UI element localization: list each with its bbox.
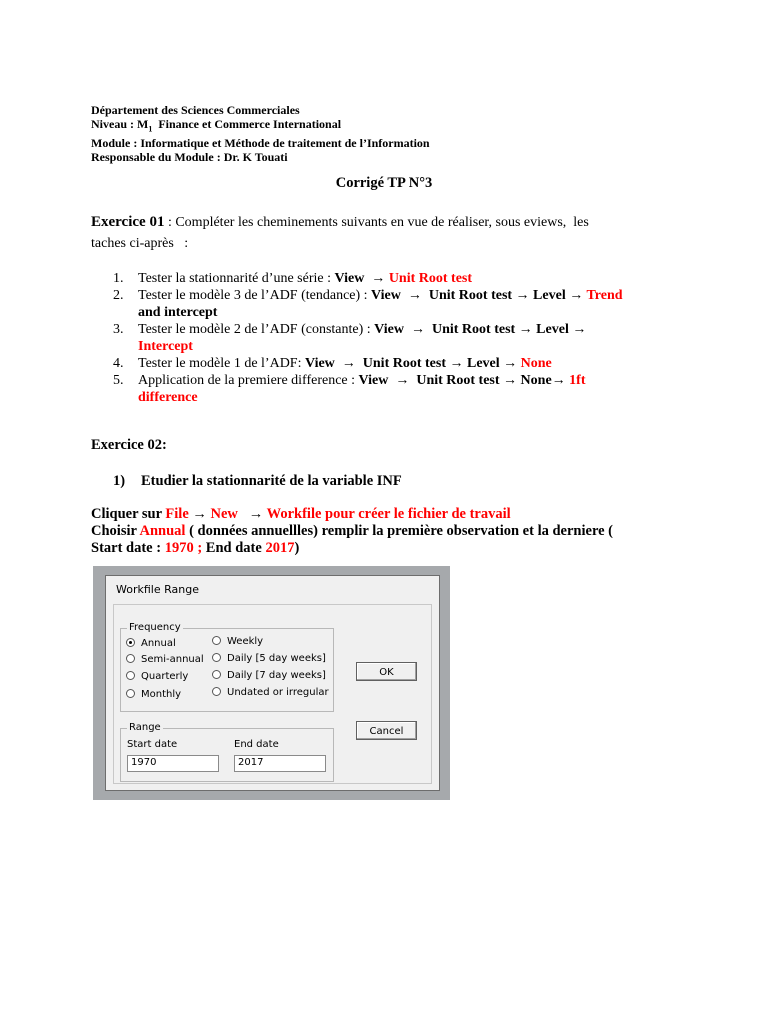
frequency-label: Frequency bbox=[129, 622, 181, 633]
dialog-client-area bbox=[113, 604, 432, 784]
step-path: View → Unit Root test → Level → bbox=[371, 288, 587, 303]
radio-selected-icon bbox=[126, 638, 135, 647]
radio-label: Semi-annual bbox=[141, 654, 204, 665]
start-date-label: Start date bbox=[127, 739, 178, 750]
step-text: Application de la premiere difference : bbox=[138, 373, 359, 388]
step-continuation: and intercept bbox=[138, 305, 218, 320]
exercise2-label: Exercice 02: bbox=[91, 437, 167, 453]
step-path: View → Unit Root test → None→ bbox=[358, 373, 570, 388]
responsible-line: Responsable du Module : Dr. K Touati bbox=[91, 150, 288, 165]
instr-end-date: 2017 bbox=[265, 540, 295, 556]
radio-daily-5[interactable] bbox=[212, 653, 326, 664]
document-header bbox=[91, 103, 430, 164]
instruction-line-1 bbox=[91, 506, 691, 523]
radio-label: Daily [7 day weeks] bbox=[227, 670, 326, 681]
range-label: Range bbox=[129, 722, 161, 733]
instr-text: Choisir bbox=[91, 523, 140, 539]
step-highlight: Intercept bbox=[138, 339, 193, 354]
radio-label: Weekly bbox=[227, 636, 264, 647]
workfile-range-dialog bbox=[105, 575, 440, 791]
radio-annual[interactable] bbox=[126, 638, 176, 649]
step-highlight: Unit Root test bbox=[388, 271, 473, 286]
step-highlight: 1ft bbox=[569, 373, 586, 388]
radio-icon bbox=[126, 689, 135, 698]
step-path: View → bbox=[334, 271, 389, 286]
page-title: Corrigé TP N°3 bbox=[335, 175, 433, 191]
ok-button[interactable]: OK bbox=[356, 662, 417, 681]
instr-text: ( données annuellles) remplir la première observation et la derniere ( bbox=[185, 523, 614, 539]
radio-monthly[interactable] bbox=[126, 689, 181, 700]
instr-text: ) bbox=[294, 540, 300, 556]
radio-icon bbox=[212, 670, 221, 679]
instructions bbox=[91, 506, 691, 557]
step-number: 5. bbox=[113, 373, 124, 388]
instruction-line-3 bbox=[91, 540, 691, 557]
level-line bbox=[91, 117, 430, 136]
question-number: 1) bbox=[113, 473, 126, 489]
step-highlight: None bbox=[520, 356, 552, 371]
exercise1-intro bbox=[91, 212, 651, 254]
radio-weekly[interactable] bbox=[212, 636, 263, 647]
exercise1-text-line2: taches ci-après : bbox=[91, 236, 189, 251]
radio-icon bbox=[212, 687, 221, 696]
radio-icon bbox=[212, 636, 221, 645]
radio-icon bbox=[212, 653, 221, 662]
radio-icon bbox=[126, 671, 135, 680]
level-suffix: Finance et Commerce International bbox=[152, 117, 342, 131]
instr-file: File bbox=[165, 506, 189, 522]
radio-label: Monthly bbox=[141, 689, 182, 700]
radio-label: Quarterly bbox=[141, 671, 189, 682]
question-1 bbox=[113, 473, 402, 490]
step-path: View → Unit Root test → Level → bbox=[304, 356, 521, 371]
instruction-line-2 bbox=[91, 523, 691, 540]
dialog-screenshot bbox=[93, 566, 450, 800]
list-item bbox=[91, 270, 691, 287]
steps-list bbox=[91, 270, 691, 406]
step-number: 3. bbox=[113, 322, 124, 337]
level-prefix: Niveau : M bbox=[91, 117, 149, 131]
instr-annual: Annual bbox=[139, 523, 186, 539]
arrow-icon: → bbox=[188, 506, 211, 522]
radio-label: Daily [5 day weeks] bbox=[227, 653, 326, 664]
exercise1-label: Exercice 01 bbox=[91, 214, 165, 230]
list-item bbox=[91, 321, 691, 355]
end-date-input[interactable]: 2017 bbox=[234, 755, 326, 772]
range-group bbox=[120, 722, 334, 782]
list-item bbox=[91, 372, 691, 406]
frequency-group bbox=[120, 622, 334, 712]
step-path: View → Unit Root test → Level → bbox=[374, 322, 587, 337]
question-text: Etudier la stationnarité de la variable INF bbox=[141, 473, 402, 489]
list-item bbox=[91, 287, 691, 321]
department-line: Département des Sciences Commerciales bbox=[91, 103, 300, 117]
instr-start-date: 1970 ; bbox=[164, 540, 203, 556]
step-text: Tester le modèle 3 de l’ADF (tendance) : bbox=[138, 288, 372, 303]
end-date-label: End date bbox=[234, 739, 279, 750]
radio-undated[interactable] bbox=[212, 687, 329, 698]
step-text: Tester la stationnarité d’une série : bbox=[138, 271, 335, 286]
module-line: Module : Informatique et Méthode de traitement de l’Information bbox=[91, 136, 430, 151]
radio-label: Annual bbox=[141, 638, 176, 649]
step-highlight: Trend bbox=[586, 288, 623, 303]
dialog-title: Workfile Range bbox=[116, 583, 199, 596]
list-item bbox=[91, 355, 691, 372]
exercise1-text-line1: : Compléter les cheminements suivants en vue de réaliser, sous eviews, les bbox=[164, 215, 589, 230]
radio-semi-annual[interactable] bbox=[126, 654, 204, 665]
radio-icon bbox=[126, 654, 135, 663]
instr-text: Start date : bbox=[91, 540, 165, 556]
instr-new: New bbox=[210, 506, 238, 522]
radio-quarterly[interactable] bbox=[126, 671, 188, 682]
radio-daily-7[interactable] bbox=[212, 670, 326, 681]
step-number: 2. bbox=[113, 288, 124, 303]
step-number: 4. bbox=[113, 356, 124, 371]
step-number: 1. bbox=[113, 271, 124, 286]
level-subscript: 1 bbox=[148, 124, 153, 134]
radio-label: Undated or irregular bbox=[227, 687, 329, 698]
arrow-icon: → bbox=[237, 506, 267, 522]
step-text: Tester le modèle 1 de l’ADF: bbox=[138, 356, 305, 371]
instr-workfile: Workfile pour créer le fichier de travail bbox=[266, 506, 511, 522]
instr-text: End date bbox=[202, 540, 266, 556]
step-highlight-continuation: difference bbox=[138, 390, 198, 405]
start-date-input[interactable]: 1970 bbox=[127, 755, 219, 772]
instr-text: Cliquer sur bbox=[91, 506, 166, 522]
step-text: Tester le modèle 2 de l’ADF (constante) : bbox=[138, 322, 375, 337]
cancel-button[interactable]: Cancel bbox=[356, 721, 417, 740]
